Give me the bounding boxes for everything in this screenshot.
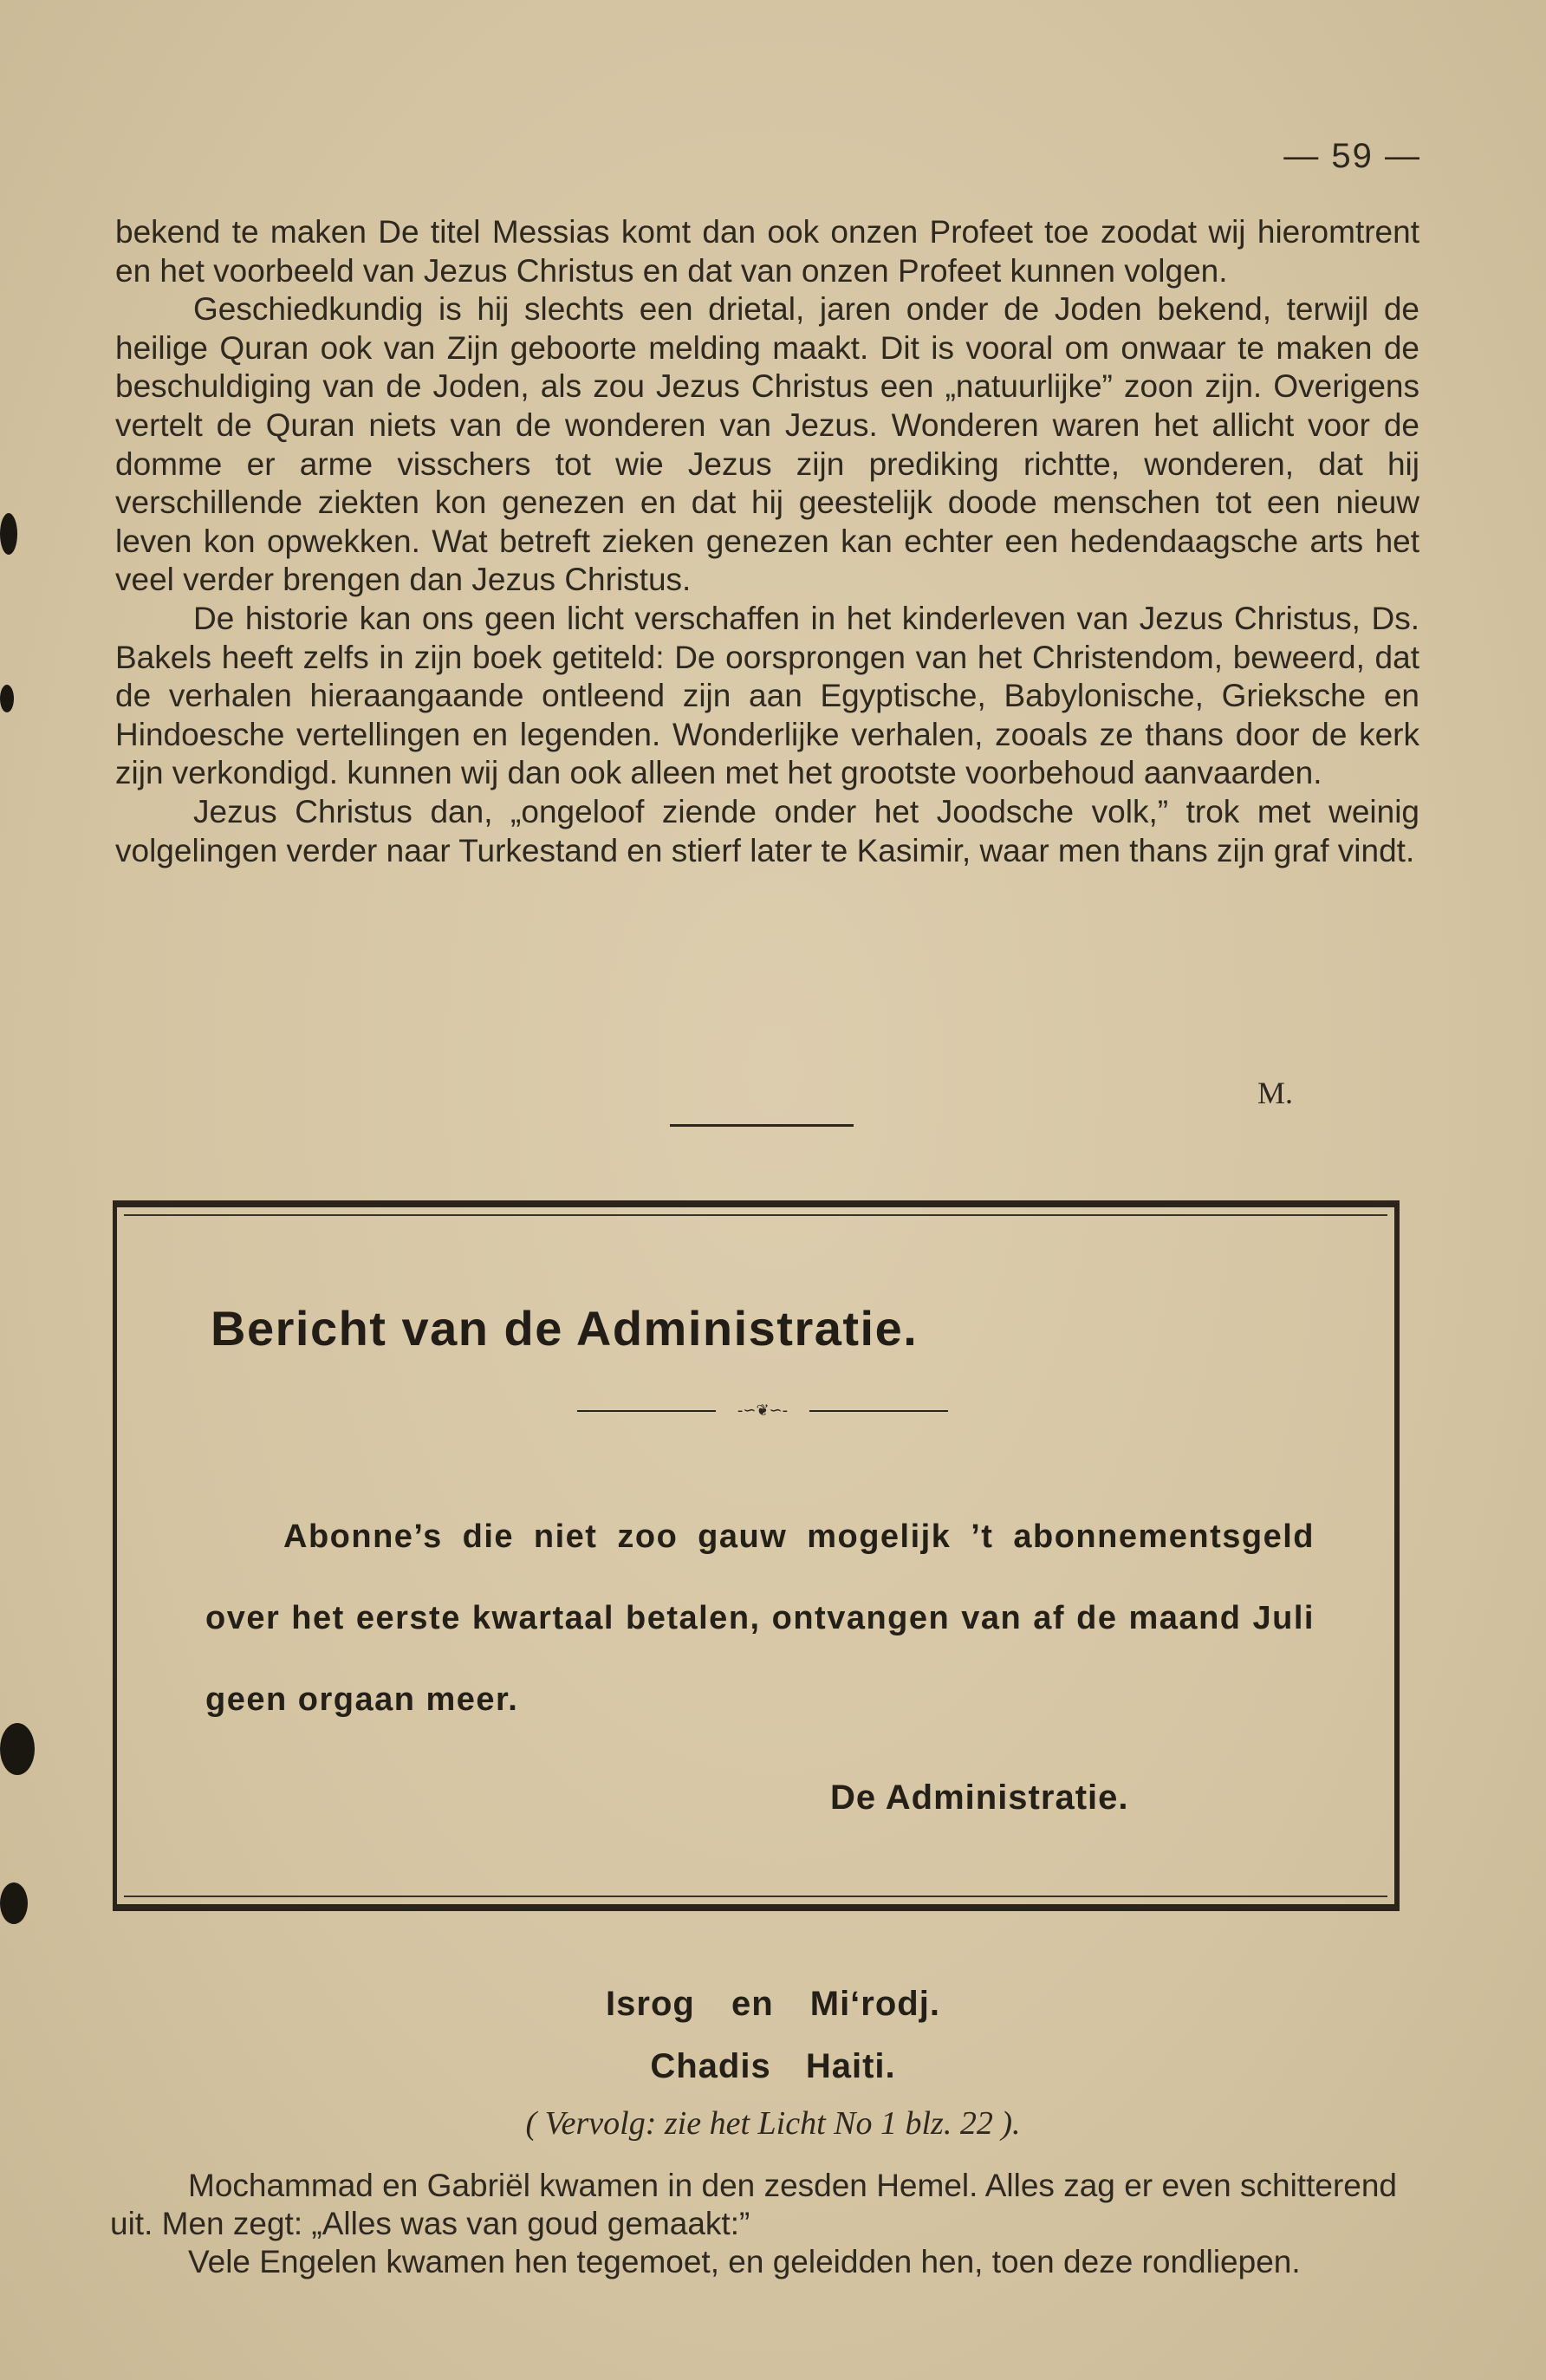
ornament-divider	[577, 1402, 948, 1420]
ornament-line-right	[809, 1410, 948, 1412]
article-paragraph: bekend te maken De titel Messias komt dan ook onzen Profeet toe zoodat wij hieromtrent en het voorbeeld van Jezus Christus en dat van onzen Profeet kunnen volgen.	[115, 214, 1419, 289]
article2-title: Isrog en Mi‘rodj.	[606, 1985, 940, 2023]
section-divider	[670, 1124, 854, 1127]
binding-hole-mark	[0, 1723, 35, 1775]
binding-hole-mark	[0, 513, 17, 555]
notice-signature: De Administratie.	[830, 1778, 1129, 1817]
author-signature: M.	[1257, 1076, 1293, 1110]
notice-title: Bericht van de Administratie.	[211, 1301, 919, 1356]
notice-text: Abonne’s die niet zoo gauw mogelijk ’t abonnementsgeld over het eerste kwartaal betalen, ontvangen van af de maand Juli geen orgaan meer.	[205, 1518, 1315, 1718]
continued-note: ( Vervolg: zie het Licht No 1 blz. 22 ).	[525, 2105, 1021, 2142]
article-paragraph: Geschiedkundig is hij slechts een drietal, jaren onder de Joden bekend, terwijl de heilige Quran ook van Zijn geboorte melding maakt. Dit is vooral om onwaar te maken de beschuldiging van de Joden, als zou Jezus Christus een „natuurlijke” zoon zijn. Overigens vertelt de Quran niets van de wonderen van Jezus. Wonderen waren het allicht voor de domme er arme visschers tot wie Jezus zijn prediking richtte, wonderen, dat hij verschillende ziekten kon genezen en dat hij geestelijk doode menschen tot een nieuw leven kon opwekken. Wat betreft zieken genezen kan echter een hedendaagsche arts het veel verder brengen dan Jezus Christus.	[115, 291, 1419, 598]
binding-hole-mark	[0, 1883, 28, 1924]
article-paragraph: De historie kan ons geen licht verschaffen in het kinderleven van Jezus Christus, Ds. Bakels heeft zelfs in zijn boek getiteld: De oorsprongen van het Christendom, beweerd, dat de verhalen hieraangaande ontleend zijn aan Egyptische, Babylonische, Grieksche en Hindoesche vertellingen en legenden. Wonderlijke verhalen, zooals ze thans door de kerk zijn verkondigd. kunnen wij dan ook alleen met het grootste voorbehoud aanvaarden.	[115, 600, 1419, 791]
article-paragraph: Jezus Christus dan, „ongeloof ziende onder het Joodsche volk,” trok met weinig volgelingen verder naar Turkestand en stierf later te Kasimir, waar men thans zijn graf vindt.	[115, 793, 1419, 868]
flourish-icon: -∽❦∽-	[737, 1401, 789, 1420]
ornament-line-left	[577, 1410, 716, 1412]
notice-body	[205, 1496, 1315, 1740]
article2-subtitle: Chadis Haiti.	[650, 2047, 896, 2085]
article2-paragraph: Mochammad en Gabriël kwamen in den zesden Hemel. Alles zag er even schitterend uit. Men zegt: „Alles was van goud gemaakt:”	[110, 2168, 1397, 2241]
article2-paragraph: Vele Engelen kwamen hen tegemoet, en geleidden hen, toen deze rondliepen.	[188, 2244, 1301, 2279]
article-body	[115, 213, 1419, 870]
article2-body	[110, 2167, 1397, 2281]
binding-hole-mark	[0, 685, 14, 712]
page-number: — 59 —	[1283, 137, 1421, 175]
